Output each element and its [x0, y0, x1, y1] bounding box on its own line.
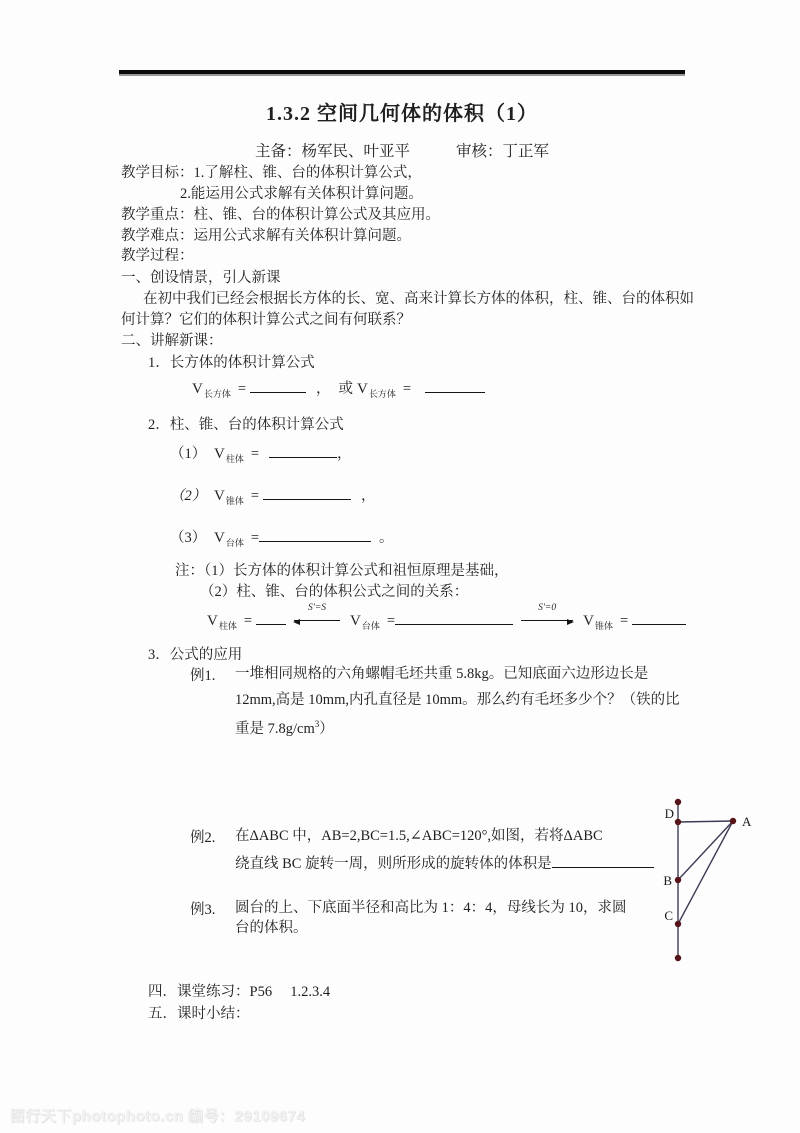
figure-dot-top	[675, 799, 681, 805]
formula-cuboid-or: 或	[338, 381, 354, 397]
formula-cuboid-eq2: =	[402, 381, 412, 397]
teaching-objective-line1: 教学目标：1.了解柱、锥、台的体积计算公式，	[121, 165, 422, 181]
formula-cuboid-eq1: =	[237, 381, 247, 397]
example-2-answer-blank	[552, 855, 654, 868]
section-2-heading: 二、讲解新课：	[121, 333, 223, 349]
formula-cuboid	[192, 379, 485, 404]
formula-item-3-v: V	[214, 530, 225, 546]
subsection-1-heading: 1．长方体的体积计算公式	[148, 355, 315, 371]
summary-line: 五．课时小结：	[148, 1006, 250, 1022]
relation-sub1: 柱体	[218, 620, 237, 631]
relation-blank2	[395, 612, 513, 625]
example-2-line2-text: 绕直线 BC 旋转一周，则所形成的旋转体的体积是	[235, 856, 552, 872]
formula-item-2	[170, 486, 376, 511]
formula-cuboid-sub2: 长方体	[368, 388, 396, 399]
teaching-difficulty-line: 教学难点：运用公式求解有关体积计算问题。	[121, 228, 411, 244]
formula-item-2-no: （2）	[170, 488, 207, 504]
top-rule	[119, 70, 685, 76]
formula-relation	[207, 603, 686, 636]
figure-dot-a	[730, 818, 736, 824]
note-line1: 注：（1）长方体的体积计算公式和祖恒原理是基础，	[175, 563, 509, 579]
figure-dot-b	[675, 877, 681, 883]
subsection-2-heading: 2．柱、锥、台的体积计算公式	[148, 417, 344, 433]
teaching-key-line: 教学重点：柱、锥、台的体积计算公式及其应用。	[121, 207, 440, 223]
formula-item-1	[170, 444, 352, 469]
watermark: 图行天下photophoto.cn 编号：29109674	[10, 1108, 306, 1125]
relation-eq1: =	[243, 613, 253, 629]
formula-item-3-sub: 台体	[225, 537, 244, 548]
classwork-line: 四．课堂练习：P56 1.2.3.4	[148, 984, 331, 1000]
figure-dot-d	[675, 819, 681, 825]
formula-cuboid-v1: V	[192, 381, 203, 397]
subsection-3-heading: 3．公式的应用	[148, 647, 243, 663]
page-title: 1.3.2 空间几何体的体积（1）	[266, 103, 538, 125]
example-2-line2	[235, 854, 654, 874]
example-3-line1: 圆台的上、下底面半径和高比为 1：4：4，母线长为 10，求圆	[235, 900, 627, 916]
section-1-heading: 一、创设情景，引人新课	[121, 270, 281, 286]
intro-paragraph-line2: 何计算？它们的体积计算公式之间有何联系？	[121, 312, 411, 328]
intro-paragraph-line1: 在初中我们已经会根据长方体的长、宽、高来计算长方体的体积，柱、锥、台的体积如	[143, 291, 694, 307]
formula-item-3	[170, 528, 394, 553]
formula-item-1-eq: =	[250, 446, 260, 462]
formula-item-1-sub: 柱体	[225, 453, 244, 464]
example-2-line1: 在ΔABC 中，AB=2,BC=1.5,∠ABC=120°,如图，若将ΔABC	[235, 828, 603, 844]
formula-item-3-no: （3）	[170, 530, 207, 546]
figure-label-a: A	[742, 814, 752, 829]
example-1-line3-exponent: 3	[314, 719, 320, 729]
example-1-line2: 12mm,高是 10mm,内孔直径是 10mm。那么约有毛坯多少个？（铁的比	[235, 692, 680, 708]
formula-item-1-tail: ，	[337, 446, 352, 462]
relation-sub3: 锥体	[594, 620, 613, 631]
rotation-figure	[640, 790, 770, 975]
example-2-label: 例2.	[190, 830, 216, 846]
right-arrowhead-icon	[567, 619, 574, 625]
byline-author: 主备：杨军民、叶亚平	[254, 143, 410, 160]
relation-v1: V	[207, 613, 218, 629]
left-arrow-label: S′=S	[308, 603, 327, 613]
right-arrow	[521, 603, 573, 621]
formula-item-3-eq: =	[250, 530, 260, 546]
relation-blank1	[256, 612, 286, 625]
relation-eq2: =	[386, 613, 396, 629]
left-arrow	[294, 603, 340, 621]
relation-v2: V	[350, 613, 361, 629]
relation-eq3: =	[619, 613, 629, 629]
example-1-label: 例1.	[190, 668, 216, 684]
formula-item-2-tail: ，	[361, 488, 376, 504]
formula-item-2-v: V	[214, 488, 225, 504]
figure-dot-c	[675, 921, 681, 927]
example-3-line2: 台的体积。	[235, 920, 308, 936]
figure-label-c: C	[664, 908, 673, 923]
figure-segment-ac	[678, 821, 733, 924]
relation-sub2: 台体	[361, 620, 380, 631]
relation-v3: V	[583, 613, 594, 629]
figure-label-b: B	[663, 873, 672, 888]
formula-item-2-blank	[263, 487, 351, 500]
byline-reviewer: 审核：丁正军	[456, 143, 550, 160]
teaching-objective-line2: 2.能运用公式求解有关体积计算问题。	[180, 186, 423, 202]
formula-item-2-sub: 锥体	[225, 495, 244, 506]
figure-label-d: D	[664, 806, 674, 821]
note-line2: （2）柱、锥、台的体积公式之间的关系：	[200, 584, 469, 600]
relation-blank3	[632, 612, 686, 625]
figure-dot-bottom	[675, 955, 681, 961]
formula-item-2-eq: =	[250, 488, 260, 504]
formula-item-3-tail: 。	[379, 530, 394, 546]
figure-segment-da	[678, 821, 733, 822]
formula-cuboid-v2: V	[357, 381, 368, 397]
example-3-label: 例3.	[190, 902, 216, 918]
left-arrowhead-icon	[293, 619, 300, 625]
example-1-line3-close: ）	[319, 720, 334, 737]
byline	[119, 139, 685, 161]
formula-item-1-v: V	[214, 446, 225, 462]
example-1-line3	[235, 714, 334, 739]
formula-item-1-blank	[269, 445, 337, 458]
formula-cuboid-blank1	[250, 380, 306, 393]
right-arrow-label: S′=0	[538, 603, 557, 613]
formula-cuboid-sub1: 长方体	[203, 388, 231, 399]
example-1-line1: 一堆相同规格的六角螺帽毛坯共重 5.8kg。已知底面六边形边长是	[235, 666, 649, 682]
example-1-line3-text: 重是 7.8g/cm	[235, 720, 315, 737]
formula-cuboid-blank2	[425, 380, 485, 393]
formula-item-3-blank	[259, 529, 371, 542]
teaching-process-line: 教学过程：	[121, 248, 194, 264]
formula-cuboid-comma: ，	[316, 381, 331, 397]
formula-item-1-no: （1）	[170, 446, 207, 462]
